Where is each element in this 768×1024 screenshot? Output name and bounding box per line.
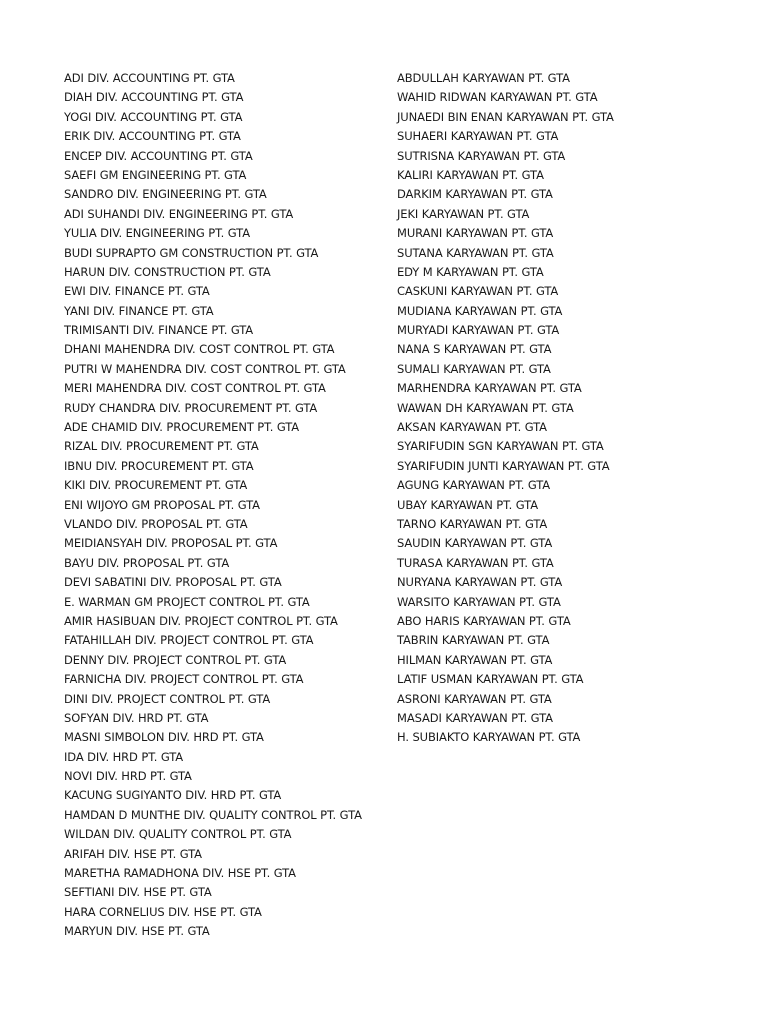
list-item: DARKIM KARYAWAN PT. GTA	[397, 187, 553, 202]
list-item: SUTRISNA KARYAWAN PT. GTA	[397, 148, 566, 163]
list-item: HARUN DIV. CONSTRUCTION PT. GTA	[64, 264, 271, 279]
list-item: SYARIFUDIN JUNTI KARYAWAN PT. GTA	[397, 458, 610, 473]
list-item: MARHENDRA KARYAWAN PT. GTA	[397, 381, 582, 396]
list-item: WAWAN DH KARYAWAN PT. GTA	[397, 400, 574, 415]
list-item: MASNI SIMBOLON DIV. HRD PT. GTA	[64, 730, 264, 745]
list-item: HAMDAN D MUNTHE DIV. QUALITY CONTROL PT. GTA	[64, 807, 362, 822]
list-item: DHANI MAHENDRA DIV. COST CONTROL PT. GTA	[64, 342, 335, 357]
left-name-list	[64, 69, 384, 942]
list-item: ADE CHAMID DIV. PROCUREMENT PT. GTA	[64, 420, 300, 435]
list-item: MEIDIANSYAH DIV. PROPOSAL PT. GTA	[64, 536, 278, 551]
list-item: NOVI DIV. HRD PT. GTA	[64, 769, 192, 784]
list-item: YANI DIV. FINANCE PT. GTA	[64, 303, 214, 318]
list-item: E. WARMAN GM PROJECT CONTROL PT. GTA	[64, 594, 310, 609]
list-item: SYARIFUDIN SGN KARYAWAN PT. GTA	[397, 439, 604, 454]
list-item: ERIK DIV. ACCOUNTING PT. GTA	[64, 129, 241, 144]
list-item: ABO HARIS KARYAWAN PT. GTA	[397, 613, 571, 628]
list-item: MURANI KARYAWAN PT. GTA	[397, 226, 554, 241]
list-item: AMIR HASIBUAN DIV. PROJECT CONTROL PT. GTA	[64, 613, 338, 628]
list-item: TURASA KARYAWAN PT. GTA	[397, 555, 554, 570]
list-item: MASADI KARYAWAN PT. GTA	[397, 710, 553, 725]
list-item: HILMAN KARYAWAN PT. GTA	[397, 652, 553, 667]
list-item: BAYU DIV. PROPOSAL PT. GTA	[64, 555, 230, 570]
list-item: MARYUN DIV. HSE PT. GTA	[64, 924, 210, 939]
list-item: NANA S KARYAWAN PT. GTA	[397, 342, 552, 357]
list-item: SUTANA KARYAWAN PT. GTA	[397, 245, 554, 260]
list-item: CASKUNI KARYAWAN PT. GTA	[397, 284, 559, 299]
list-item: AKSAN KARYAWAN PT. GTA	[397, 420, 547, 435]
list-item: FATAHILLAH DIV. PROJECT CONTROL PT. GTA	[64, 633, 314, 648]
list-item: RIZAL DIV. PROCUREMENT PT. GTA	[64, 439, 259, 454]
list-item: EDY M KARYAWAN PT. GTA	[397, 264, 544, 279]
list-item: JUNAEDI BIN ENAN KARYAWAN PT. GTA	[397, 109, 614, 124]
list-item: WAHID RIDWAN KARYAWAN PT. GTA	[397, 90, 598, 105]
list-item: MUDIANA KARYAWAN PT. GTA	[397, 303, 563, 318]
list-item: SAUDIN KARYAWAN PT. GTA	[397, 536, 553, 551]
list-item: IBNU DIV. PROCUREMENT PT. GTA	[64, 458, 254, 473]
list-item: WARSITO KARYAWAN PT. GTA	[397, 594, 561, 609]
list-item: ABDULLAH KARYAWAN PT. GTA	[397, 71, 570, 85]
list-item: H. SUBIAKTO KARYAWAN PT. GTA	[397, 730, 581, 745]
list-item: SANDRO DIV. ENGINEERING PT. GTA	[64, 187, 267, 202]
list-item: SUHAERI KARYAWAN PT. GTA	[397, 129, 559, 144]
list-item: IDA DIV. HRD PT. GTA	[64, 749, 184, 764]
list-item: PUTRI W MAHENDRA DIV. COST CONTROL PT. GTA	[64, 361, 346, 376]
list-item: WILDAN DIV. QUALITY CONTROL PT. GTA	[64, 827, 292, 842]
list-item: ENCEP DIV. ACCOUNTING PT. GTA	[64, 148, 253, 163]
list-item: TABRIN KARYAWAN PT. GTA	[397, 633, 550, 648]
list-item: SUMALI KARYAWAN PT. GTA	[397, 361, 551, 376]
list-item: MURYADI KARYAWAN PT. GTA	[397, 323, 560, 338]
list-item: KALIRI KARYAWAN PT. GTA	[397, 167, 544, 182]
list-item: VLANDO DIV. PROPOSAL PT. GTA	[64, 516, 248, 531]
list-item: DENNY DIV. PROJECT CONTROL PT. GTA	[64, 652, 287, 667]
list-item: YOGI DIV. ACCOUNTING PT. GTA	[64, 109, 243, 124]
list-item: ENI WIJOYO GM PROPOSAL PT. GTA	[64, 497, 260, 512]
list-item: TARNO KARYAWAN PT. GTA	[397, 516, 548, 531]
list-item: DIAH DIV. ACCOUNTING PT. GTA	[64, 90, 244, 105]
list-item: NURYANA KARYAWAN PT. GTA	[397, 575, 563, 590]
list-item: TRIMISANTI DIV. FINANCE PT. GTA	[64, 323, 254, 338]
list-item: LATIF USMAN KARYAWAN PT. GTA	[397, 672, 584, 687]
list-item: SAEFI GM ENGINEERING PT. GTA	[64, 167, 247, 182]
right-name-list	[397, 69, 727, 748]
list-item: AGUNG KARYAWAN PT. GTA	[397, 478, 551, 493]
list-item: SEFTIANI DIV. HSE PT. GTA	[64, 885, 212, 900]
list-item: RUDY CHANDRA DIV. PROCUREMENT PT. GTA	[64, 400, 318, 415]
list-item: ARIFAH DIV. HSE PT. GTA	[64, 846, 202, 861]
list-item: SOFYAN DIV. HRD PT. GTA	[64, 710, 209, 725]
list-item: BUDI SUPRAPTO GM CONSTRUCTION PT. GTA	[64, 245, 319, 260]
list-item: YULIA DIV. ENGINEERING PT. GTA	[64, 226, 250, 241]
list-item: DINI DIV. PROJECT CONTROL PT. GTA	[64, 691, 271, 706]
list-item: ADI SUHANDI DIV. ENGINEERING PT. GTA	[64, 206, 294, 221]
list-item: KIKI DIV. PROCUREMENT PT. GTA	[64, 478, 248, 493]
list-item: UBAY KARYAWAN PT. GTA	[397, 497, 538, 512]
list-item: MARETHA RAMADHONA DIV. HSE PT. GTA	[64, 866, 296, 881]
list-item: HARA CORNELIUS DIV. HSE PT. GTA	[64, 904, 262, 919]
list-item: KACUNG SUGIYANTO DIV. HRD PT. GTA	[64, 788, 282, 803]
list-item: ASRONI KARYAWAN PT. GTA	[397, 691, 552, 706]
list-item: FARNICHA DIV. PROJECT CONTROL PT. GTA	[64, 672, 304, 687]
list-item: DEVI SABATINI DIV. PROPOSAL PT. GTA	[64, 575, 282, 590]
list-item: MERI MAHENDRA DIV. COST CONTROL PT. GTA	[64, 381, 326, 396]
list-item: EWI DIV. FINANCE PT. GTA	[64, 284, 210, 299]
list-item: ADI DIV. ACCOUNTING PT. GTA	[64, 71, 235, 85]
list-item: JEKI KARYAWAN PT. GTA	[397, 206, 530, 221]
